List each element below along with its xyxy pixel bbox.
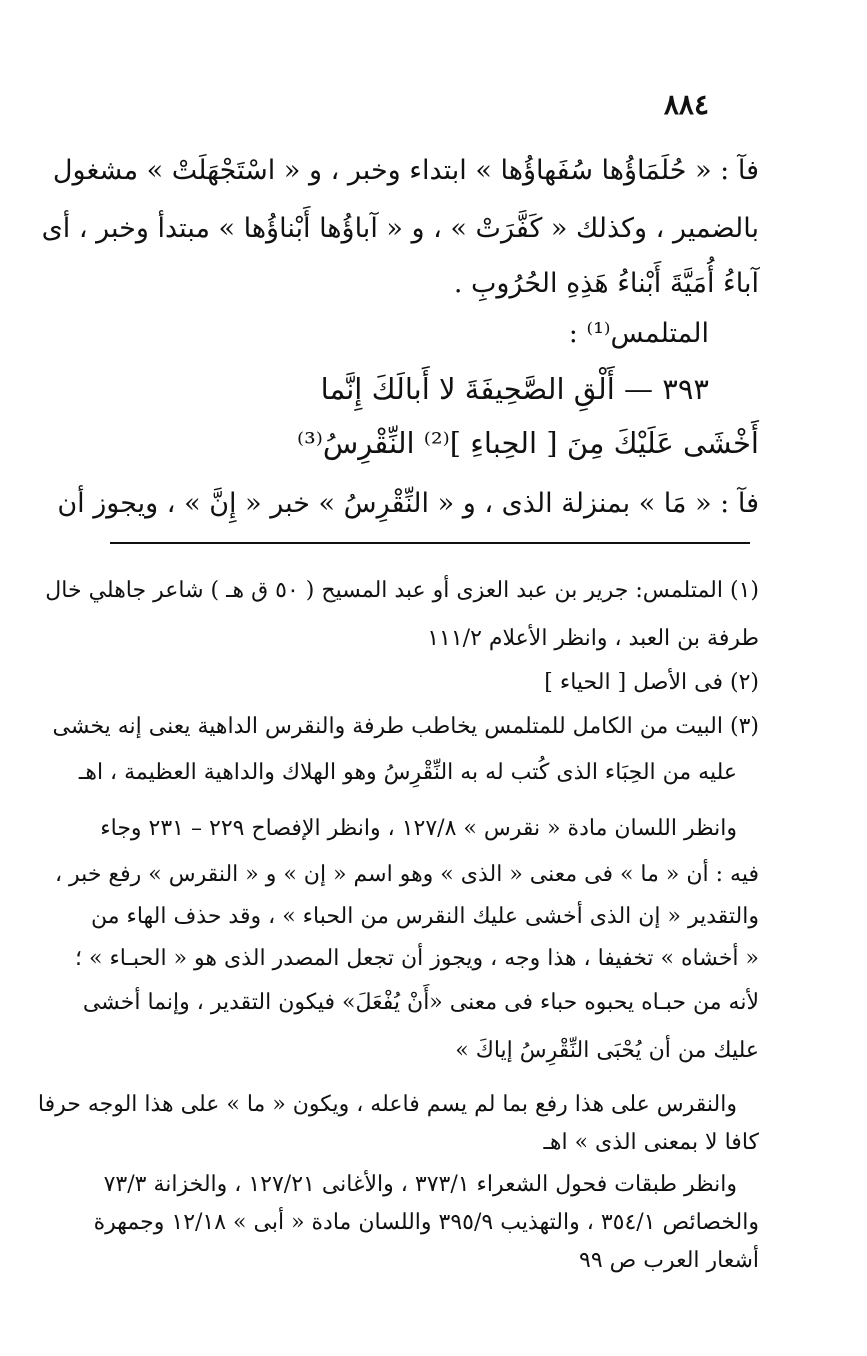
footnote-line: وانظر طبقات فحول الشعراء ٣٧٣/١ ، والأغانى ١٢٧/٢١ ، والخزانة ٧٣/٣	[103, 1172, 737, 1197]
poet-heading: المتلمس⁽¹⁾ :	[568, 318, 709, 349]
footnote-line: عليه من الحِبَاء الذى كُتب له به النِّقْرِسُ وهو الهلاك والداهية العظيمة ، اهـ	[78, 760, 737, 785]
footnote-line: والنقرس على هذا رفع بما لم يسم فاعله ، ويكون « ما » على هذا الوجه حرفا	[37, 1092, 737, 1117]
footnote-1: (١) المتلمس: جرير بن عبد العزى أو عبد المسيح ( ٥٠ ق هـ ) شاعر جاهلي خال	[45, 578, 759, 603]
footnote-3: (٣) البيت من الكامل للمتلمس يخاطب طرفة والنقرس الداهية يعنى إنه يخشى	[52, 714, 759, 739]
main-text-line: آباءُ أُمَيَّةَ أَبْناءُ هَذِهِ الحُرُوبِ .	[453, 268, 759, 299]
main-text-line: بالضمير ، وكذلك « كَفَّرَتْ » ، و « آباؤُها أَبْناؤُها » مبتدأ وخبر ، أى	[41, 213, 759, 244]
main-text-line: فآ : « حُلَمَاؤُها سُفَهاؤُها » ابتداء وخبر ، و « اسْتَجْهَلَتْ » مشغول	[52, 155, 759, 186]
footnote-line: أشعار العرب ص ٩٩	[579, 1248, 759, 1273]
verse-line-1: ٣٩٣ — أَلْقِ الصَّحِيفَةَ لا أَبالَكَ إِنَّما	[320, 372, 709, 406]
footnote-line: عليك من أن يُحْبَى النِّقْرِسُ إياكَ »	[455, 1038, 759, 1063]
footnote-divider	[110, 542, 750, 544]
footnote-line: والتقدير « إن الذى أخشى عليك النقرس من الحباء » ، وقد حذف الهاء من	[90, 904, 759, 929]
page-number: ٨٨٤	[663, 88, 709, 121]
footnote-line: كافا لا بمعنى الذى » اهـ	[543, 1130, 759, 1155]
footnote-2: (٢) فى الأصل [ الحياء ]	[544, 670, 759, 695]
footnote-line: طرفة بن العبد ، وانظر الأعلام ١١١/٢	[427, 626, 759, 651]
footnote-line: « أخشاه » تخفيفا ، هذا وجه ، ويجوز أن تجعل المصدر الذى هو « الحبـاء » ؛	[75, 946, 759, 971]
verse-line-2: أَخْشَى عَلَيْكَ مِنَ [ الحِباءِ ]⁽²⁾ النِّقْرِسُ⁽³⁾	[296, 426, 759, 460]
footnote-line: وانظر اللسان مادة « نقرس » ١٢٧/٨ ، وانظر الإفصاح ٢٢٩ – ٢٣١ وجاء	[100, 816, 737, 841]
footnote-line: فيه : أن « ما » فى معنى « الذى » وهو اسم « إن » و « النقرس » رفع خبر ،	[54, 862, 759, 887]
after-verse-text: فآ : « مَا » بمنزلة الذى ، و « النِّقْرِسُ » خبر « إِنَّ » ، ويجوز أن	[57, 488, 759, 519]
footnote-line: والخصائص ٣٥٤/١ ، والتهذيب ٣٩٥/٩ واللسان مادة « أبى » ١٢/١٨ وجمهرة	[93, 1210, 759, 1235]
footnote-line: لأنه من حبـاه يحبوه حباء فى معنى «أَنْ يُفْعَلَ» فيكون التقدير ، وإنما أخشى	[82, 990, 759, 1015]
